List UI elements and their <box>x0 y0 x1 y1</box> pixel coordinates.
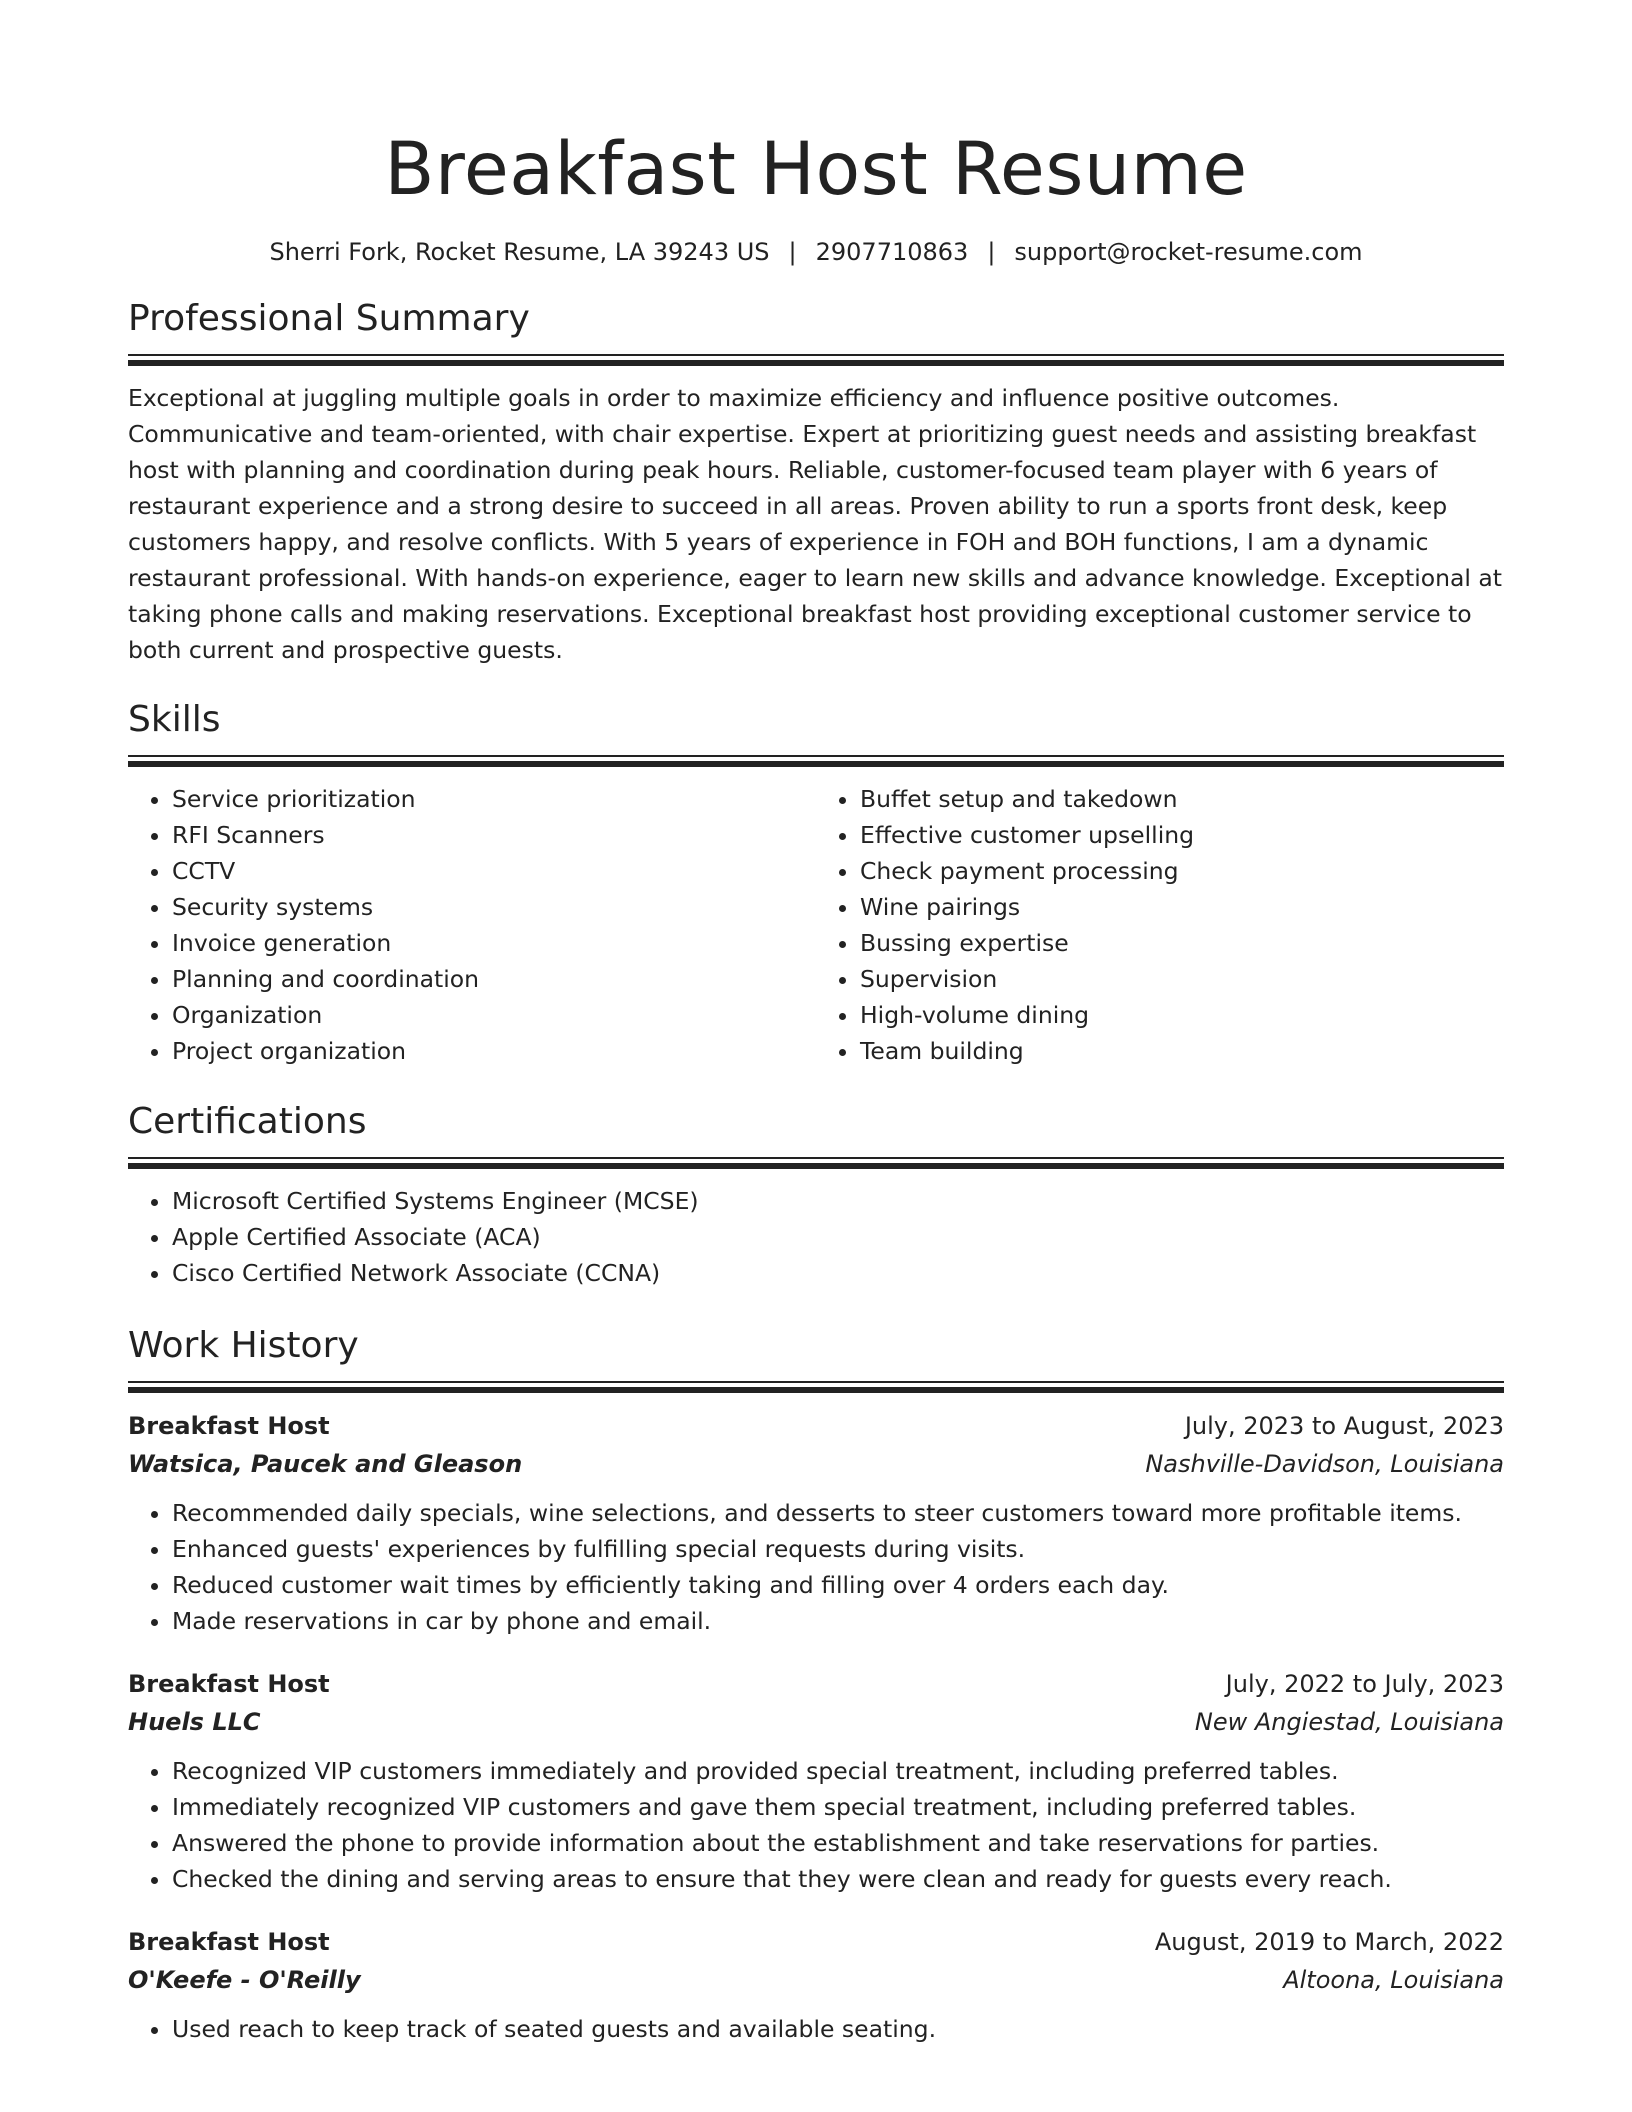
section-divider <box>128 755 1504 767</box>
job-company: O'Keefe - O'Reilly <box>128 1966 361 1994</box>
job-bullets <box>128 1753 1504 1897</box>
job-dates: August, 2019 to March, 2022 <box>1154 1928 1504 1956</box>
job-bullet: • Immediately recognized VIP customers and gave them special treatment, including preferred tables. <box>172 1789 1504 1825</box>
job-header <box>128 1923 1504 1961</box>
skill-item: • Supervision <box>860 961 1504 997</box>
section-heading-certifications: Certifications <box>128 1101 367 1142</box>
skills-list-left <box>128 781 816 1069</box>
skills-section <box>128 697 1504 1069</box>
job-company: Watsica, Paucek and Gleason <box>128 1450 523 1478</box>
job-title: Breakfast Host <box>128 1670 330 1698</box>
certification-item: • Microsoft Certified Systems Engineer (MCSE) <box>172 1183 1504 1219</box>
job-header <box>128 1407 1504 1445</box>
job-subheader <box>128 1445 1504 1483</box>
skill-item: • Effective customer upselling <box>860 817 1504 853</box>
job-location: New Angiestad, Louisiana <box>1194 1708 1504 1736</box>
section-heading-skills: Skills <box>128 699 221 740</box>
skill-item: • Project organization <box>172 1033 816 1069</box>
skill-item: • Planning and coordination <box>172 961 816 997</box>
skill-item: • Buffet setup and takedown <box>860 781 1504 817</box>
summary-text: Exceptional at juggling multiple goals in order to maximize efficiency and influence positive outcomes. Communicative and team-oriented, with chair expertise. Expert at prioritizing guest needs and assisting breakfast host with planning and coordination during peak hours. Reliable, customer-focused team player with 6 years of restaurant experience and a strong desire to succeed in all areas. Proven ability to run a sports front desk, keep customers happy, and resolve conflicts. With 5 years of experience in FOH and BOH functions, I am a dynamic restaurant professional. With hands-on experience, eager to learn new skills and advance knowledge. Exceptional at taking phone calls and making reservations. Exceptional breakfast host providing exceptional customer service to both current and prospective guests. <box>128 384 1503 664</box>
job-dates: July, 2022 to July, 2023 <box>1225 1670 1504 1698</box>
certifications-section <box>128 1099 1504 1291</box>
section-divider <box>128 1157 1504 1169</box>
job-bullet: • Enhanced guests' experiences by fulfilling special requests during visits. <box>172 1531 1504 1567</box>
job-header <box>128 1665 1504 1703</box>
contact-email: support@rocket-resume.com <box>1014 238 1363 266</box>
skill-item: • Wine pairings <box>860 889 1504 925</box>
job-subheader <box>128 1961 1504 1999</box>
contact-address: Sherri Fork, Rocket Resume, LA 39243 US <box>269 238 770 266</box>
skill-item: • Team building <box>860 1033 1504 1069</box>
section-heading-work-history: Work History <box>128 1325 359 1366</box>
section-heading-summary: Professional Summary <box>128 298 530 339</box>
job-company: Huels LLC <box>128 1708 261 1736</box>
job-bullet: • Made reservations in car by phone and email. <box>172 1603 1504 1639</box>
skill-item: • Security systems <box>172 889 816 925</box>
job-title: Breakfast Host <box>128 1412 330 1440</box>
contact-phone: 2907710863 <box>815 238 969 266</box>
skills-list-right <box>816 781 1504 1069</box>
job-entry <box>128 1407 1504 1639</box>
skill-item: • Organization <box>172 997 816 1033</box>
skill-item: • RFI Scanners <box>172 817 816 853</box>
certifications-list <box>128 1183 1504 1291</box>
skill-item: • CCTV <box>172 853 816 889</box>
job-bullet: • Checked the dining and serving areas to ensure that they were clean and ready for guests every reach. <box>172 1861 1504 1897</box>
resume-title: Breakfast Host Resume <box>384 127 1248 212</box>
job-location: Altoona, Louisiana <box>1283 1966 1504 1994</box>
skill-item: • Invoice generation <box>172 925 816 961</box>
skill-item: • Service prioritization <box>172 781 816 817</box>
job-bullet: • Used reach to keep track of seated guests and available seating. <box>172 2011 1504 2047</box>
skills-columns <box>128 781 1504 1069</box>
skill-item: • High-volume dining <box>860 997 1504 1033</box>
job-entry <box>128 1923 1504 2047</box>
job-bullets <box>128 1495 1504 1639</box>
skill-item: • Check payment processing <box>860 853 1504 889</box>
job-title: Breakfast Host <box>128 1928 330 1956</box>
job-subheader <box>128 1703 1504 1741</box>
skill-item: • Bussing expertise <box>860 925 1504 961</box>
section-divider <box>128 354 1504 366</box>
job-bullet: • Answered the phone to provide information about the establishment and take reservations for parties. <box>172 1825 1504 1861</box>
job-bullet: • Recommended daily specials, wine selections, and desserts to steer customers toward more profitable items. <box>172 1495 1504 1531</box>
contact-separator: | <box>987 238 996 266</box>
contact-separator: | <box>788 238 797 266</box>
section-divider <box>128 1381 1504 1393</box>
job-dates: July, 2023 to August, 2023 <box>1184 1412 1504 1440</box>
certification-item: • Apple Certified Associate (ACA) <box>172 1219 1504 1255</box>
job-entry <box>128 1665 1504 1897</box>
summary-section <box>128 296 1504 668</box>
certification-item: • Cisco Certified Network Associate (CCNA) <box>172 1255 1504 1291</box>
job-location: Nashville-Davidson, Louisiana <box>1145 1450 1504 1478</box>
job-bullet: • Reduced customer wait times by efficiently taking and filling over 4 orders each day. <box>172 1567 1504 1603</box>
job-bullet: • Recognized VIP customers immediately and provided special treatment, including preferred tables. <box>172 1753 1504 1789</box>
job-bullets <box>128 2011 1504 2047</box>
contact-line <box>128 236 1504 268</box>
work-history-section <box>128 1323 1504 2047</box>
